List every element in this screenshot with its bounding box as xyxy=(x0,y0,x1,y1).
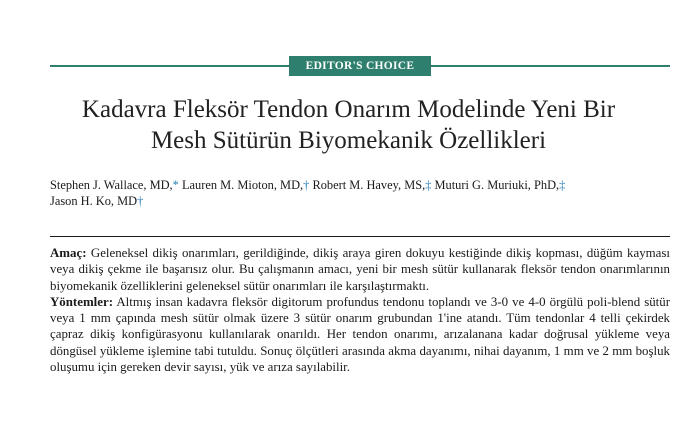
title-line-2: Mesh Sütürün Biyomekanik Özellikleri xyxy=(150,127,547,154)
article-title xyxy=(40,94,657,156)
abstract-divider xyxy=(50,236,670,237)
author-name: Muturi G. Muriuki, PhD, xyxy=(434,178,560,192)
author-name: Lauren M. Mioton, MD, xyxy=(181,178,304,192)
affiliation-mark: † xyxy=(137,194,144,208)
affiliation-mark: ‡ xyxy=(425,178,432,192)
affiliation-mark: ‡ xyxy=(559,178,566,192)
methods-text: Altmış insan kadavra fleksör digitorum profundus tendonu toplandı ve 3-0 ve 4-0 örgülü poli-blend sütür veya 1 mm çapında mesh sütür olmak üzere 3 sütür onarım grubundan 1'ine atandı. Tüm tendonlar 4 telli çekirdek çapraz dikiş konfigürasyonu kullanılarak onarıldı. Her tendon onarımı, arızalanana kadar doğrusal yükleme veya döngüsel yükleme işlemine tabi tutuldu. Sonuç ölçütleri arasında akma dayanımı, nihai dayanım, 1 mm ve 2 mm boşluk oluşumu için gereken devir sayısı, yük ve arıza sayılabilir. xyxy=(50,294,670,375)
aim-text: Geleneksel dikiş onarımları, gerildiğinde, dikiş araya giren dokuyu kestiğinde dikiş kopması, düğüm kayması veya dikiş çekme ile başarısız olur. Bu çalışmanın amacı, yeni bir mesh sütür kullanarak fleksör tendon onarımlarının biyomekanik özelliklerini geleneksel sütür onarımları ile karşılaştırmaktı. xyxy=(50,246,670,293)
editors-choice-banner xyxy=(50,56,670,76)
abstract-methods xyxy=(50,294,670,375)
aim-label: Amaç: xyxy=(50,246,87,260)
affiliation-mark: † xyxy=(303,178,310,192)
abstract xyxy=(50,245,670,375)
banner-label: EDITOR'S CHOICE xyxy=(289,56,431,76)
title-line-1: Kadavra Fleksör Tendon Onarım Modelinde Yeni Bir xyxy=(81,96,616,123)
affiliation-mark: * xyxy=(172,178,179,192)
author-name: Jason H. Ko, MD xyxy=(50,194,138,208)
author-name: Robert M. Havey, MS, xyxy=(312,178,426,192)
author-list xyxy=(50,177,670,209)
methods-label: Yöntemler: xyxy=(50,294,113,309)
author-name: Stephen J. Wallace, MD, xyxy=(50,178,173,192)
abstract-aim xyxy=(50,245,670,294)
